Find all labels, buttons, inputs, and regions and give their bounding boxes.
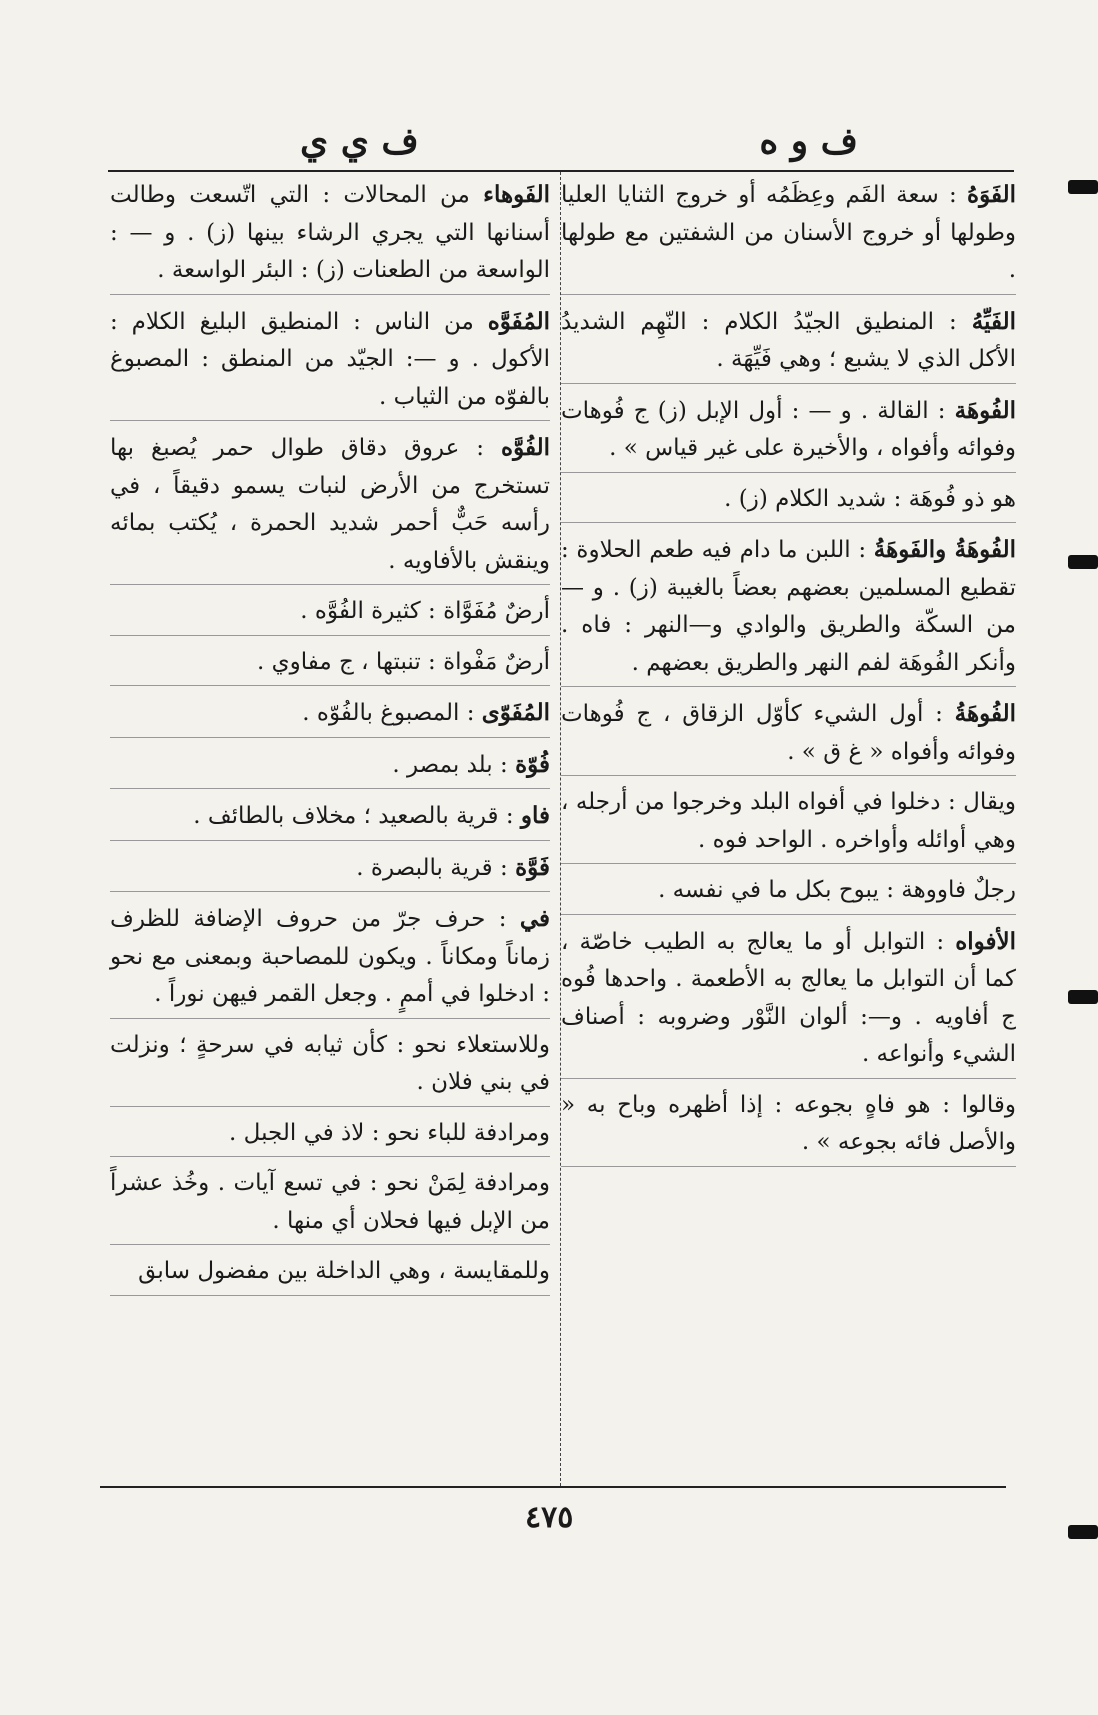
entry-definition: وقالوا : هو فاهٍ بجوعه : إذا أظهره وباح به « والأصل فائه بجوعه » . <box>561 1091 1016 1155</box>
dictionary-entry <box>561 531 1016 687</box>
page-number: ٤٧٥ <box>525 1500 574 1535</box>
entry-headword: فاو <box>520 802 550 829</box>
dictionary-entry <box>110 303 550 422</box>
edge-mark <box>1068 990 1098 1004</box>
dictionary-entry <box>110 176 550 295</box>
entry-definition: هو ذو فُوهَة : شديد الكلام (ز) . <box>724 485 1016 512</box>
entry-definition: : قرية بالبصرة . <box>356 854 508 881</box>
entry-definition: : اللبن ما دام فيه طعم الحلاوة : تقطيع المسلمين بعضهم بعضاً بالغيبة (ز) . و — من السكّة والطريق والوادي و—النهر : فاه . وأنكر الفُوهَة لفم النهر والطريق بعضهم . <box>561 537 1016 676</box>
entry-headword: الفُوَّه <box>501 434 551 461</box>
entry-definition: : قرية بالصعيد ؛ مخلاف بالطائف . <box>193 803 514 829</box>
entry-definition: : سعة الفَم وعِظَمُه أو خروج الثنايا العليا وطولها أو خروج الأسنان من الشفتين مع طولها . <box>561 182 1016 283</box>
edge-mark <box>1068 180 1098 194</box>
dictionary-entry <box>561 392 1016 473</box>
dictionary-entry <box>110 849 550 893</box>
entry-definition: أرضٌ مُفَوَّاة : كثيرة الفُوَّه . <box>300 598 550 624</box>
footer-rule <box>100 1486 1006 1488</box>
left-header-root: ف ي ي <box>300 120 419 162</box>
dictionary-entry <box>561 1087 1016 1167</box>
entry-definition: : بلد بمصر . <box>392 751 508 778</box>
entry-headword: الفَوهاء <box>483 181 551 208</box>
dictionary-entry <box>561 303 1016 384</box>
entry-definition: من الناس : المنطيق البليغ الكلام : الأكول . و —: الجيّد من المنطق : المصبوغ بالفوّه من الثياب . <box>110 308 550 410</box>
dictionary-entry <box>561 695 1016 776</box>
dictionary-entry <box>110 797 550 841</box>
entry-definition: من المحالات : التي اتّسعت وطالت أسنانها التي يجري الرشاء بينها (ز) . و — : الواسعة من الطعنات (ز) : البئر الواسعة . <box>110 182 550 283</box>
entry-definition: أرضٌ مَفْواة : تنبتها ، ج مفاوي . <box>257 648 550 675</box>
entry-definition: وللاستعلاء نحو : كأن ثيابه في سرحةٍ ؛ ونزلت في بني فلان . <box>110 1031 550 1095</box>
dictionary-entry <box>561 923 1016 1079</box>
edge-mark <box>1068 555 1098 569</box>
dictionary-entry <box>110 429 550 585</box>
entry-definition: : المصبوغ بالفُوّه . <box>302 700 475 726</box>
entry-headword: الفُوهَة <box>954 396 1017 424</box>
dictionary-entry <box>110 1027 550 1107</box>
entry-headword: في <box>519 905 551 932</box>
entry-definition: : أول الشيء كأوّل الزقاق ، ج فُوهات وفوائه وأفواه « غ ق » . <box>561 701 1016 765</box>
entry-headword: المُفَوَّه <box>487 307 551 335</box>
entry-headword: الفُوهَةُ والفَوهَةُ <box>873 536 1016 563</box>
dictionary-entry <box>110 1165 550 1245</box>
dictionary-entry <box>110 644 550 687</box>
entry-definition: ومرادفة لِمَنْ نحو : في تسع آيات . وخُذ عشراً من الإبل فيها فحلان أي منها . <box>110 1170 550 1234</box>
entry-definition: ومرادفة للباء نحو : لاذ في الجبل . <box>229 1119 550 1146</box>
entry-headword: الفَيِّهُ <box>971 307 1016 335</box>
entry-headword: فَوَّة <box>515 853 550 881</box>
dictionary-entry <box>110 900 550 1019</box>
entry-definition: : القالة . و — : أول الإبل (ز) ج فُوهات وفوائه وأفواه ، والأخيرة على غير قياس » . <box>561 397 1016 461</box>
entry-definition: : حرف جرّ من حروف الإضافة للظرف زماناً ومكاناً . ويكون للمصاحبة وبمعنى مع نحو : ادخلوا في أممٍ . وجعل القمر فيهن نوراً . <box>110 906 550 1007</box>
entry-definition: رجلٌ فاووهة : يبوح بكل ما في نفسه . <box>658 877 1016 903</box>
dictionary-entry <box>110 1115 550 1158</box>
entry-definition: : التوابل أو ما يعالج به الطيب خاصّة ، كما أن التوابل ما يعالج به الأطعمة . واحدها فُوه ج أفاويه . و—: ألوان النَّوْر وضروبه : أصناف الشيء وأنواعه . <box>561 928 1016 1067</box>
entry-headword: المُفَوّى <box>481 699 550 726</box>
edge-mark <box>1068 1525 1098 1539</box>
dictionary-entry <box>110 694 550 738</box>
dictionary-entry <box>110 593 550 636</box>
dictionary-entry <box>561 176 1016 295</box>
entry-definition: : عروق دقاق طوال حمر يُصبغ بها تستخرج من الأرض لنبات يسمو دقيقاً ، في رأسه حَبٌّ أحمر شديد الحمرة ، يُكتب بمائه وينقش بالأفاويه . <box>110 435 550 574</box>
entry-definition: : المنطيق الجيّدُ الكلام : النّهِم الشديدُ الأكل الذي لا يشبع ؛ وهي فَيِّهَة . <box>561 308 1016 372</box>
dictionary-entry <box>561 784 1016 864</box>
entry-headword: الأفواه <box>955 927 1017 955</box>
left-column <box>110 176 550 1304</box>
entry-definition: وللمقايسة ، وهي الداخلة بين مفضول سابق <box>138 1258 550 1284</box>
dictionary-entry <box>561 481 1016 524</box>
right-header-root: ف و ه <box>759 120 858 162</box>
dictionary-entry <box>110 1253 550 1296</box>
entry-headword: فُوّة <box>515 750 550 778</box>
entry-headword: الفَوَهُ <box>967 181 1017 208</box>
dictionary-entry <box>561 872 1016 915</box>
right-column <box>561 176 1016 1175</box>
dictionary-entry <box>110 746 550 790</box>
entry-definition: ويقال : دخلوا في أفواه البلد وخرجوا من أرجله ، وهي أوائله وأواخره . الواحد فوه . <box>561 789 1016 853</box>
header-rule <box>108 170 1014 172</box>
entry-headword: الفُوهَةُ <box>954 700 1016 727</box>
